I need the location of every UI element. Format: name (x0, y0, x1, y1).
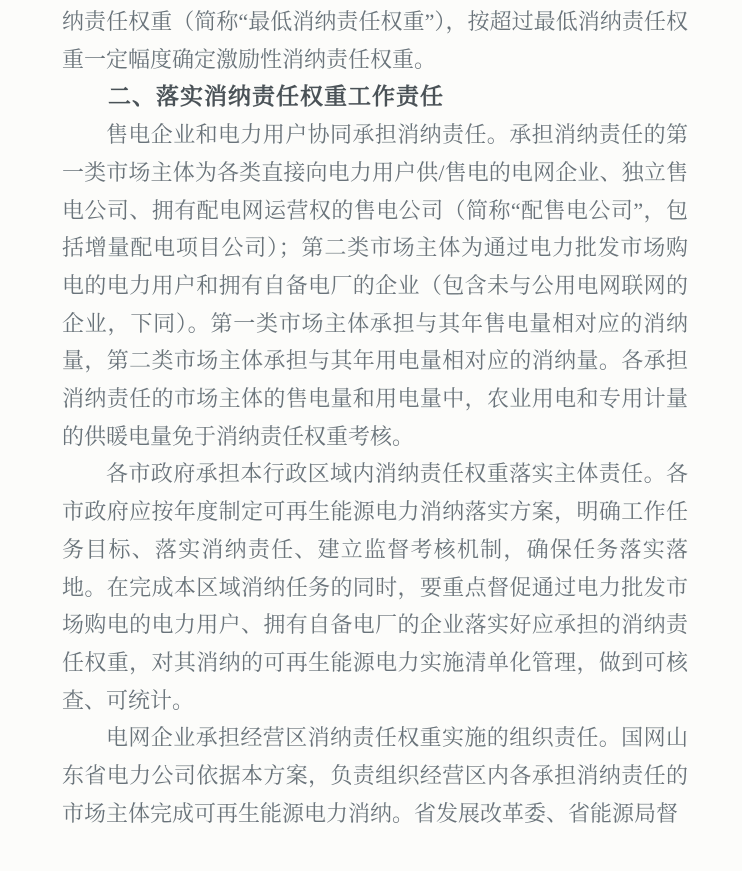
body-paragraph-1: 售电企业和电力用户协同承担消纳责任。承担消纳责任的第一类市场主体为各类直接向电力用户供/售电的电网企业、独立售电公司、拥有配电网运营权的售电公司（简称“配售电公司”，包括增量配电项目公司）；第二类市场主体为通过电力批发市场购电的电力用户和拥有自备电厂的企业（包含未与公用电网联网的企业，下同）。第一类市场主体承担与其年售电量相对应的消纳量，第二类市场主体承担与其年用电量相对应的消纳量。各承担消纳责任的市场主体的售电量和用电量中，农业用电和专用计量的供暖电量免于消纳责任权重考核。 (62, 122, 688, 449)
continuation-paragraph: 纳责任权重（简称“最低消纳责任权重”），按超过最低消纳责任权重一定幅度确定激励性消纳责任权重。 (62, 9, 688, 72)
body-paragraph-2: 各市政府承担本行政区域内消纳责任权重落实主体责任。各市政府应按年度制定可再生能源电力消纳落实方案，明确工作任务目标、落实消纳责任、建立监督考核机制，确保任务落实落地。在完成本区域消纳任务的同时，要重点督促通过电力批发市场购电的电力用户、拥有自备电厂的企业落实好应承担的消纳责任权重，对其消纳的可再生能源电力实施清单化管理，做到可核查、可统计。 (62, 461, 688, 713)
document-text-block (62, 3, 688, 832)
body-paragraph-3: 电网企业承担经营区消纳责任权重实施的组织责任。国网山东省电力公司依据本方案，负责组织经营区内各承担消纳责任的市场主体完成可再生能源电力消纳。省发展改革委、省能源局督 (62, 725, 688, 826)
section-heading: 二、落实消纳责任权重工作责任 (108, 83, 444, 110)
